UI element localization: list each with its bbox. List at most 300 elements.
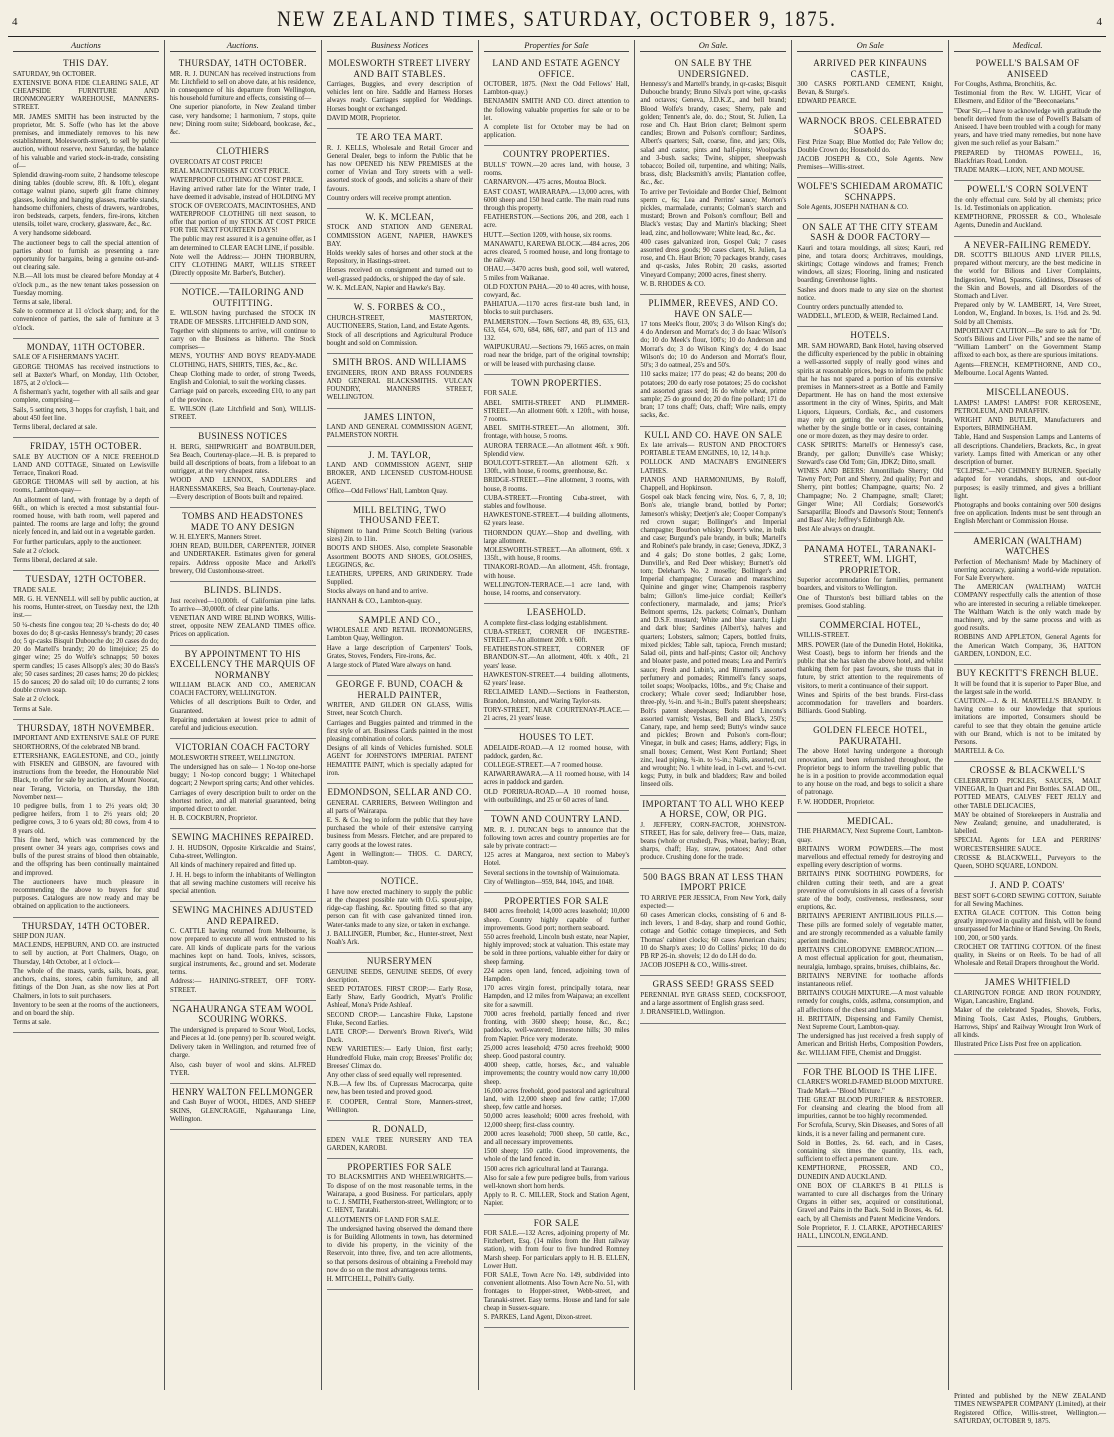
advertisement <box>484 1215 630 1329</box>
advertisement-text: The AMERICAN (WALTHAM) WATCH COMPANY respectfully calls the attention of those who are interested in securing a reliable timekeeper. The Waltham Watch is the only watch made by machinery, and by the same process and with as good results. <box>954 584 1101 633</box>
advertisement-text: I have now erected machinery to supply the public at the cheapest possible rate with O.G. spout-pipe, ridge-cap flashing, &c. Spouting fitted so that any person can fit with case galvanized tinned iron. Water-tanks made to any size, or taken in exchange. <box>326 888 473 929</box>
advertisement-text: Holds weekly sales of horses and other stock at the Repository, in Hastings-street. <box>326 250 473 266</box>
advertisement-text: W. B. RHODES & CO. <box>640 280 706 288</box>
advertisement-title: ON SALE AT THE CITY STEAM SASH & DOOR FACTORY— <box>802 221 938 243</box>
advertisement <box>170 902 316 1001</box>
advertisement-title: PLIMMER, REEVES, AND CO. HAVE ON SALE— <box>648 298 779 319</box>
advertisement-title: NURSERYMEN <box>366 956 433 967</box>
advertisement-text: 1500 acres rich agricultural land at Tauranga. <box>483 1165 609 1173</box>
advertisement-text: GENUINE SEEDS, GENUINE SEEDS, Of every description. <box>326 968 473 984</box>
advertisement-text: W. H. ELYER'S, Manners Street. <box>169 534 262 542</box>
advertisement-text: BOULCOTT-STREET.—An allotment 62ft. x 130ft., with house, 6 rooms, greenhouse, &c. <box>483 459 630 476</box>
newspaper-column <box>479 40 636 1390</box>
advertisement-text: Inventory to be seen at the rooms of the auctioneers, and on board the ship. <box>13 1001 159 1017</box>
advertisement-text: MANAWATU, KAREWA BLOCK.—484 acres, 206 acres cleared, 5 roomed house, and long frontage to the railway. <box>483 240 630 265</box>
advertisement-text: Superior accommodation for families, permanent boarders, and visitors to Wellington. <box>797 577 944 593</box>
advertisement <box>954 384 1101 533</box>
advertisement-text: CLARINGTON FORGE AND IRON FOUNDRY, Wigan, Lancashire, England. <box>954 989 1101 1006</box>
advertisement-text: PALMERSTON.—Town Sections 48, 89, 635, 613, 633, 654, 670, 684, 686, 687, and part of 113 and 132. <box>483 318 630 342</box>
advertisement-text: The public may rest assured it is a genuine offer, as I am determined to CLEAR EACH LINE, if possible. <box>169 236 316 252</box>
advertisement-text: Carriages and Buggies painted and trimmed in the first style of art. Business Cards painted in the most pleasing combination of colors. <box>326 719 473 744</box>
advertisement-text: 60 cases American clocks, consisting of 6 and 8-inch levers, 1 and 8-day, sharp and round Gothic, cottage and Gothic cottage timepieces, and Seth Thomas' cabinet clocks; 60 cases American chairs; 10 do Sharp's axes; 10 do Collins' picks; 10 do do PB RP 26-in. shovels; 12 do do LH do do. <box>640 911 787 960</box>
advertisement <box>797 178 943 218</box>
advertisement-text: TRADE SALE. <box>13 586 57 594</box>
advertisement <box>484 604 630 729</box>
advertisement-text: "Dear Sir,—I have to acknowledge with gratitude the benefit derived from the use of Powell's Balsam of Aniseed. I have been troubled with a cough for many years, and have tried many remedies, but none have given me such relief as your Balsam." <box>954 107 1101 148</box>
advertisement <box>327 409 473 447</box>
advertisement <box>170 582 316 646</box>
advertisement-text: the only effectual cure. Sold by all chemists; price 1s. 1d. Testimonials on application. <box>954 196 1101 212</box>
advertisement-text: All kinds of machinery repaired and fitted up. <box>169 862 297 870</box>
advertisement-text: It will be found that it is superior to Paper Blue, and the largest sale in the world. <box>954 680 1101 696</box>
advertisement <box>484 55 630 146</box>
advertisement <box>797 541 943 617</box>
advertisement-text: FEATHERSTON-STREET, CORNER OF BRANDON-ST.—An allotment, 40ft. x 40ft., 21 years' lease. <box>483 646 630 670</box>
advertisement-text: FOR SALE, Town Acre No. 149, subdivided into convenient allotments. Also Town Acre No. 51, with frontages to Hopper-street, Webb-street, and Taranaki-street. Easy terms. House and land for sale cheap in Sussex-square. <box>483 1272 630 1312</box>
advertisement-title: SMITH BROS. AND WILLIAMS <box>332 357 467 368</box>
advertisement-text: KEMPTHORNE, PROSSER, AND CO., DUNEDIN AND AUCKLAND. <box>797 1165 944 1181</box>
advertisement-text: KEMPTHORNE, PROSSER & CO., Wholesale Agents, Dunedin and Auckland. <box>954 214 1101 230</box>
advertisement-title: POWELL'S CORN SOLVENT <box>966 184 1089 195</box>
advertisement <box>327 612 473 677</box>
advertisement-text: WRIGHT AND BUTLER, Manufacturers and Exporters, BIRMINGHAM. <box>954 417 1101 433</box>
advertisement <box>954 55 1101 181</box>
advertisement-text: HAWKESTONE-STREET.—4 building allotments, 62 years lease. <box>483 512 630 528</box>
advertisement <box>797 1064 943 1247</box>
advertisement-text: Just received—10,000ft. of Californian pine laths. To arrive—30,000ft. of clear pine laths. <box>169 597 316 613</box>
advertisement-text: Vehicles of all descriptions Built to Order, and Guaranteed. <box>169 699 316 715</box>
publisher-imprint: Printed and published by the NEW ZEALAND TIMES NEWSPAPER COMPANY (Limited), at their Registered Office, Willis-street, Wellington.—SATURDAY, OCTOBER 9, 1875. <box>954 1392 1106 1426</box>
advertisement-title: TE ARO TEA MART. <box>356 132 443 143</box>
advertisement-text: Terms at sale, liberal. <box>13 298 73 306</box>
advertisement-text: FOR SALE.—132 Acres, adjoining property of Mr. Fitzherbert, Esq. (14 miles from the Hutt railway station), with from four to five hundred Romney Marsh sheep. For particulars apply to H. B. ELLEN, Lower Hutt. <box>483 1230 630 1270</box>
advertisement-text: Agent in Wellington:— THOS. C. DARCY, Lambton-quay. <box>326 850 473 866</box>
advertisement-text: JACOB JOSEPH & CO., Willis-street. <box>640 962 748 970</box>
advertisement-text: F. COOPER, Central Store, Manners-street, Wellington. <box>326 1098 473 1114</box>
advertisement-text: LEATHERS, UPPERS, AND GRINDERY. Trade Supplied. <box>326 570 473 587</box>
advertisement-text: MR. JAMES SMITH has been instructed by the proprietor, Mr. S. Soffe (who has let the above premises, and immediately removes to his new establishment, Molesworth-street), to sell by public auction, without reserve, next Saturday, the balance of his valuable and varied stock-in-trade, consisting of— <box>13 113 159 170</box>
advertisement-text: WATERPROOF CLOTHING AT COST PRICE. <box>169 177 304 185</box>
advertisement-title: FRIDAY, 15TH OCTOBER. <box>30 441 142 452</box>
column-heading: Properties for Sale <box>484 40 630 52</box>
advertisement-text: 7000 acres freehold, partially fenced and river fronting, with 3600 sheep; house, &c., &c.; paddocks, well-watered; limestone hills; 30 miles from Napier. Price very moderate. <box>483 1010 630 1043</box>
advertisement-text: N.B.—A few lbs. of Cupressus Macrocarpa, quite new, has been tested and proved good. <box>326 1081 473 1097</box>
advertisement <box>327 873 473 953</box>
advertisement-text: EXTENSIVE BONA FIDE CLEARING SALE, AT CHEAPSIDE FURNITURE AND IRONMONGERY WAREHOUSE, MANNERS-STREET. <box>13 79 159 112</box>
advertisement-title: TOWN PROPERTIES. <box>511 377 602 388</box>
advertisement-text: Stock of all descriptions and Agricultural Produce bought and sold on Commission. <box>326 331 473 348</box>
advertisement-title: CROSSE & BLACKWELL'S <box>969 765 1086 776</box>
advertisement <box>954 533 1101 665</box>
advertisement-title: SEWING MACHINES ADJUSTED AND REPAIRED. <box>172 905 314 926</box>
advertisement-text: One of Thurston's best billiard tables on the premises. Good stabling. <box>797 594 944 610</box>
advertisement-text: IMPORTANT CAUTION.—Be sure to ask for "Dr. Scott's Bilious and Liver Pills," and see the name of "William Lambert" on the Government Stamp affixed to each box, as there are spurious imitations. <box>954 327 1101 360</box>
advertisement-text: HANNAH & CO., Lambton-quay. <box>326 597 422 605</box>
advertisement-text: Office—Odd Fellows' Hall, Lambton Quay. <box>326 487 448 495</box>
advertisement-text: EDWARD PEARCE. <box>797 98 857 106</box>
advertisement-text: STOCK AND STATION AND GENERAL COMMISSION AGENT, NAPIER, HAWKE'S BAY. <box>326 224 473 248</box>
advertisement <box>327 299 473 354</box>
advertisement-text: An allotment of land, with frontage by a depth of 66ft., on which is erected a most substantial four-roomed house, with bath room, well papered and painted. The rooms are large and lofty; the ground nicely fenced in, and laid out in a vegetable garden. <box>13 496 159 537</box>
advertisement-text: SEED POTATOES. FIRST CROP:— Early Rose, Early Shaw, Early Goodrich, Myatt's Prolific Ashleaf, Mona's Pride Ashleaf. <box>326 986 473 1010</box>
advertisement-text: POLLOCK AND MACNAB'S ENGINEER'S LATHES. <box>640 459 787 475</box>
advertisement-text: NEW VARIETIES:— Early Union, first early; Hundredfold Fluke, main crop; Breeses' Prolific do; Breeses' Climax do. <box>326 1046 473 1070</box>
advertisement <box>797 55 943 113</box>
advertisement-title: HOUSES TO LET. <box>519 732 594 743</box>
advertisement <box>327 953 473 1121</box>
advertisement-title: PROPERTIES FOR SALE <box>347 1161 452 1172</box>
newspaper-column <box>322 40 479 1390</box>
advertisement <box>484 729 630 811</box>
advertisement-text: CARNARVON.—475 acres, Moutoa Block. <box>483 179 607 187</box>
advertisement-text: TORY-STREET, NEAR COURTENAY-PLACE.—21 acres, 21 years' lease. <box>483 706 630 722</box>
advertisement-text: Repairing undertaken at lowest price to admit of careful and judicious execution. <box>169 716 316 733</box>
advertisement-text: ADELAIDE-ROAD.—A 12 roomed house, with paddock, garden, &c. <box>483 744 630 760</box>
advertisement-title: W. S. FORBES & CO., <box>353 302 446 313</box>
advertisement-text: The undersigned has on sale— 1 No-top one-horse buggy; 1 No-top concord buggy; 1 Whitechapel dogcart; 2 Newport spring carts; And other vehicles. <box>169 763 316 788</box>
advertisement-title: WOLFE'S SCHIEDAM AROMATIC SCHNAPPS. <box>797 181 944 202</box>
advertisement-title: HOTELS. <box>850 330 890 341</box>
advertisement-text: TO ARRIVE PER JESSICA, From New York, daily expected:— <box>640 894 787 910</box>
newspaper-masthead-title: NEW ZEALAND TIMES, SATURDAY, OCTOBER 9, 1875. <box>277 7 837 32</box>
advertisement <box>170 508 316 582</box>
advertisement-text: The auctioneer begs to call the special attention of parties about to furnish as presenting a rare opportunity for bargains, being a genuine out-and-out clearing sale. <box>13 239 159 272</box>
advertisement-text: 300 CASKS PORTLAND CEMENT, Knight, Bevan, & Sturge's. <box>797 81 944 97</box>
advertisement <box>13 55 159 339</box>
advertisement-text: BOOTS AND SHOES. Also, complete Seasonable Assortment BOOTS AND SHOES, GOLOSHES, LEGGINGS, &c. <box>326 545 473 569</box>
advertisement-text: The undersigned has just received a fresh supply of American and British Herbs, Composition Powders, &c. WILLIAM FIFE, Chemist and Druggist. <box>797 1033 944 1057</box>
advertisement-text: Country orders punctually attended to. <box>797 304 904 312</box>
advertisement-text: Wines and Spirits of the best brands. First-class accommodation for travellers and boarders. Billiards. Good Stabling. <box>797 691 944 716</box>
advertisement-text: SALE OF A FISHERMAN'S YACHT. <box>13 354 119 362</box>
advertisement-text: Any other class of seed equally well represented. <box>326 1072 462 1080</box>
advertisement-text: GEORGE THOMAS has received instructions to sell at Baxter's Wharf, on Monday, 11th October, 1875, at 2 o'clock— <box>13 363 159 387</box>
advertisement <box>170 829 316 902</box>
advertisement-text: DR. SCOTT'S BILIOUS AND LIVER PILLS, prepared without mercury, are the best medicine in the world for Bilious and Liver Complaints, Indigestion, Wind, Spasms, Giddiness, Diseases of the Skin and Bowels, and all Disorders of the Stomach and Liver. <box>954 252 1101 301</box>
advertisement-text: Sails, 5 setting nets, 3 hopps for crayfish, 1 bait, and about 450 feet line. <box>13 406 159 422</box>
advertisement <box>954 665 1101 762</box>
advertisement-text: BULLS' TOWN.—20 acres land, with house, 3 rooms. <box>483 161 630 178</box>
advertisement <box>640 295 786 426</box>
masthead <box>0 6 1114 34</box>
advertisement-text: BRITAIN'S WORM POWDERS.—The most marvellous and effectual remedy for destroying and expelling every description of worms. <box>797 845 944 870</box>
advertisement-text: H. BERG, SHIPWRIGHT and BOATBUILDER, Sea Beach, Courtenay-place.—H. B. is prepared to build all descriptions of boats, from a lifeboat to an outrigger, at the very cheapest rates. <box>169 443 316 476</box>
advertisement-text: First Prize Soap; Blue Mottled do; Pale Yellow do; Double Crown do; Household do. <box>797 138 944 154</box>
advertisement-text: LAND AND GENERAL COMMISSION AGENT, PALMERSTON NORTH. <box>326 424 473 440</box>
advertisement-text: The above Hotel having undergone a thorough renovation, and been refurnished throughout, the Proprietor begs to inform the travelling public that he is in a position to provide accommodation equal to any house on the road, and begs to solicit a share of patronage. <box>797 748 944 797</box>
advertisement-title: MISCELLANEOUS. <box>986 387 1069 398</box>
advertisement-text: CUBA-STREET.—Fronting Cuba-street, with stables and fowlhouse. <box>483 494 630 510</box>
advertisement-text: Also, cash buyer of wool and skins. ALFRED TYER. <box>169 1061 316 1077</box>
advertisement <box>640 55 786 295</box>
advertisement-text: OHAU.—3470 acres bush, good soil, well watered, 5 miles from Waikanae. <box>483 266 630 282</box>
advertisement-text: MARTELL & Co. <box>954 748 1005 756</box>
advertisement-text: AURORA TERRACE.—An allotment 46ft. x 90ft. Splendid view. <box>483 442 630 458</box>
advertisement-text: WADDELL, M'LEOD, & WEIR, Reclaimed Land. <box>797 313 939 321</box>
advertisement-title: GEORGE F. BUND, COACH & HERALD PAINTER, <box>335 679 464 700</box>
page-folio-right: 4 <box>1096 16 1102 28</box>
advertisement-title: NGAHAURANGA STEAM WOOL SCOURING WORKS. <box>172 1003 314 1025</box>
advertisement-title: IMPORTANT TO ALL WHO KEEP A HORSE, COW, OR PIG. <box>642 798 785 820</box>
advertisement-text: TRADE MARK—LION, NET, AND MOUSE. <box>954 167 1085 175</box>
masthead-rule <box>8 36 1106 37</box>
advertisement-text: To arrive per Tevioidale and Border Chief, Belmont sperm c, 6s; Lea and Perrins' sauce; Morton's pickles, marmalade, currants; Colman's starch and mustard; Brown and Polson's cornflour; Bell and Black's vestas; Day and Martin's blacking; Sheet lead, zinc, and hollowware; White lead, &c., &c. <box>640 188 787 237</box>
advertisement-text: PERENNIAL RYE GRASS SEED, COCKSFOOT, and a large assortment of English grass seed. <box>640 991 787 1008</box>
advertisement-text: WHOLESALE AND RETAIL IRONMONGERS, Lambton Quay, Wellington. <box>326 627 473 643</box>
advertisement-text: Sashes and doors made to any size on the shortest notice. <box>797 286 944 302</box>
advertisement-text: MR. R. J. DUNCAN begs to announce that the following town acres and country properties are for sale by private contract:— <box>483 826 630 850</box>
advertisement-text: MAY be obtained of Storekeepers in Australia and New Zealand; genuine, and unadulterated, is labelled. <box>954 811 1101 836</box>
advertisement-text: E. WILSON having purchased the STOCK IN TRADE OF MESSRS. LITCHFIELD AND SON, <box>169 310 316 326</box>
advertisement-text: DAVID MOIR, Proprietor. <box>326 114 401 122</box>
advertisement-text: N.B.—All lots must be cleared before Monday at 4 o'clock p.m., as the new tenant takes possession on Tuesday morning. <box>13 273 159 297</box>
advertisement-title: CLOTHIERS <box>216 146 270 157</box>
advertisement-text: BRITAIN'S NERVINE for toothache affords instantaneous relief. <box>797 972 944 989</box>
advertisement-title: SEWING MACHINES REPAIRED. <box>171 832 314 843</box>
advertisement-text: Terms liberal, declared at sale. <box>13 423 98 431</box>
advertisement-text: J. DRANSFIELD, Wellington. <box>640 1009 725 1017</box>
advertisement-text: 25,000 acres leasehold; 4750 acres freehold; 9000 sheep. Good pastoral country. <box>483 1044 630 1060</box>
advertisement-text: 4000 sheep, cattle, horses, &c., and valuable improvements; the country would now carry 10,000 sheep. <box>483 1062 630 1086</box>
column-heading: On Sale <box>797 40 943 52</box>
advertisement-title: BY APPOINTMENT TO HIS EXCELLENCY THE MARQUIS OF NORMANBY <box>169 648 316 680</box>
advertisement-text: For Coughs, Asthma, Bronchitis, &c. <box>954 81 1057 88</box>
advertisement <box>13 438 159 571</box>
advertisement-text: 400 cases galvanized iron, Gospel Oak; 7 cases assorted dress goods; 90 cases claret, St. Julien, La rose, and Ch. Haut Brion; 70 packages brandy, cases and qr-casks, Jules Robin; 20 casks, assorted Vineyard Company; 2000 acres, finest sherry. <box>640 238 787 279</box>
advertisement <box>170 428 316 508</box>
advertisement-text: For Scrofula, Scurvy, Skin Diseases, and Sores of all kinds, it is a never failing and permanent cure. <box>797 1122 944 1138</box>
advertisement-text: OLD PORIRUA-ROAD.—A 10 roomed house, with outbuildings, and 25 or 60 acres of land. <box>483 788 630 804</box>
advertisement-title: THURSDAY, 18TH NOVEMBER. <box>17 722 155 733</box>
advertisement-text: MR. G. H. VENNELL will sell by public auction, at his rooms, Hunter-street, on Tuesday next, the 12th inst.— <box>13 595 159 620</box>
advertisement <box>797 113 943 179</box>
advertisement-text: Sole Agents, JOSEPH NATHAN & CO. <box>797 204 909 212</box>
advertisement-text: Together with shipments to arrive, will continue to carry on the Business as hitherto. The Stock comprises— <box>169 327 316 352</box>
advertisement-text: WAIPUKURAU.—Sections 79, 1665 acres, on main road near the bridge, part of the original township; or will be leased with purchasing clause. <box>483 344 630 368</box>
advertisement-text: BENJAMIN SMITH AND CO. direct attention to the following valuable properties for sale or to be let. <box>483 98 630 122</box>
advertisement-text: CROSSE & BLACKWELL, Purveyors to the Queen, SOHO SQUARE, LONDON. <box>954 854 1101 870</box>
advertisement <box>640 976 786 1023</box>
advertisement-text: A fisherman's yacht, together with all sails and gear complete, comprising— <box>13 389 159 405</box>
advertisement <box>13 339 159 438</box>
advertisement-text: Ex late arrivals— RUSTON AND PROCTOR'S PORTABLE TEAM ENGINES, 10, 12, 14 h.p. <box>640 442 787 458</box>
advertisement-text: H. BRITTAIN, Dispensing and Family Chemist, Next Supreme Court, Lambton-quay. <box>797 1015 944 1032</box>
advertisement-text: BRIDGE-STREET.—Fine allotment, 3 rooms, with house, 8 rooms. <box>483 477 630 493</box>
advertisement-text: CROCHET OR TATTING COTTON. Of the finest quality, in Skeins or on Reels. To be had of all Wholesale and Retail Drapers throughout the World. <box>954 943 1101 968</box>
advertisement-text: F. W. HODDER, Proprietor. <box>797 798 875 806</box>
advertisement-title: GRASS SEED! GRASS SEED <box>652 979 775 990</box>
advertisement-title: JAMES WHITFIELD <box>984 977 1071 988</box>
newspaper-column <box>8 40 165 1390</box>
advertisement <box>13 720 159 918</box>
advertisement-title: 500 BAGS BRAN AT LESS THAN IMPORT PRICE <box>643 871 784 893</box>
advertisement-title: ON SALE BY THE UNDERSIGNED. <box>674 58 753 79</box>
advertisement-text: 224 acres open land, fenced, adjoining town of Hampden. <box>483 967 630 984</box>
advertisement-text: LATE CROP:— Derwent's Brown River's, Wild Duck. <box>326 1029 473 1045</box>
advertisement-text: Testimonial from the Rev. W. LIGHT, Vicar of Ellesmere, and Editor of the "Beeconaeians." <box>954 90 1101 106</box>
advertisement-text: S. PARKES, Land Agent, Dixon-street. <box>483 1314 593 1322</box>
advertisement-text: ROBBINS AND APPLETON, General Agents for the American Watch Company, 36, HATTON GARDEN, LONDON, E.C. <box>954 634 1101 658</box>
advertisement-text: The auctioneers have much pleasure in recommending the above to buyers for stud purposes. Catalogues are now ready and may be obtained on application to the auctioneers. <box>13 878 159 911</box>
advertisement-title: WARNOCK BROS. CELEBRATED SOAPS. <box>798 115 942 137</box>
advertisement <box>327 447 473 502</box>
advertisement-text: Designs of all kinds of Vehicles furnished. SOLE AGENT for JOHNSTON'S IMPERIAL PATENT HEMATITE PAINT, which is specially adapted for iron. <box>326 745 473 777</box>
advertisement-text: WILLIAM BLACK AND CO., AMERICAN COACH FACTORY, WELLINGTON. <box>169 682 316 698</box>
advertisement-text: "ECLIPSE."—NO CHIMNEY BURNER. Specially adapted for verandahs, shops, and out-door purposes; is easily trimmed, and gives a brilliant light. <box>954 468 1101 500</box>
advertisement-text: THE GREAT BLOOD PURIFIER & RESTORER. For cleansing and clearing the blood from all impurities, cannot be too highly recommended. <box>797 1096 944 1121</box>
newspaper-columns <box>8 40 1106 1390</box>
advertisement-text: A large stock of Plated Ware always on hand. <box>326 662 452 670</box>
advertisement-text: Sole Proprietor, F. J. CLARKE, APOTHECARIES' HALL, LINCOLN, ENGLAND. <box>797 1224 944 1241</box>
advertisement-text: MOLESWORTH-STREET.—An allotment, 69ft. x 135ft., with house, 8 rooms. <box>483 546 630 563</box>
advertisement-text: MOLESWORTH STREET, WELLINGTON. <box>169 754 295 762</box>
advertisement-text: 2000 acres leasehold; 7000 sheep, 50 cattle, &c., and all necessary improvements. <box>483 1130 630 1146</box>
advertisement-text: A very handsome sideboard. <box>13 230 92 238</box>
advertisement-text: Maker of the celebrated Spades, Shovels, Forks, Mining Tools, Cast Axles, Ploughs, Grubbers, Harrows, Ships' and Railway Wrought Iron Work of all kinds. <box>954 1007 1101 1039</box>
advertisement-text: and Cash Buyer of WOOL, HIDES, AND SHEEP SKINS, GLENCRAGIE, Ngahauranga Line, Wellington. <box>169 1099 316 1123</box>
advertisement-text: Stocks always on hand and to arrive. <box>326 588 428 596</box>
advertisement-text: E. WILSON (Late Litchfield and Son), WILLIS-STREET. <box>169 405 316 421</box>
advertisement-text: REAL MACINTOSHES AT COST PRICE. <box>169 167 291 175</box>
advertisement-text: Address:— HAINING-STREET, OFF TORY-STREET. <box>169 978 316 994</box>
advertisement-text: EDEN VALE TREE NURSERY AND TEA GARDEN, KAROBI. <box>326 1136 473 1152</box>
advertisement-text: MR. SAM HOWARD, Bank Hotel, having observed the difficulty experienced by the public in obtaining a well-assorted supply of really good wines and spirits at reasonable prices, begs to inform the public that he has not spared a portion of his extensive premises in Manners-street as a Bottle and Family Department. He has on hand the most extensive assortment in the city of Wines, Spirits, and Malt Liquors, Liqueurs, Cordials, &c., and customers may rely on getting the very choicest brands, whether by the single bottle or in cases, containing one or more dozen, as they may desire to order. <box>797 342 944 441</box>
advertisement-title: LEASEHOLD. <box>526 607 587 618</box>
advertisement-text: SPECIAL Agents for LEA and PERRINS' WORCESTERSHIRE SAUCE. <box>954 837 1101 853</box>
newspaper-column <box>635 40 792 1390</box>
advertisement-text: VENETIAN AND WIRE BLIND WORKS, Willis-street, opposite NEW ZEALAND TIMES office. Prices on application. <box>169 614 316 639</box>
advertisement-text: 125 acres at Mangaroa, next section to Mabey's Hotel. <box>483 852 630 868</box>
advertisement-title: PANAMA HOTEL, TARANAKI-STREET, WM. LIGHT, PROPRIETOR. <box>804 543 937 575</box>
advertisement-title: NOTICE. <box>380 876 419 887</box>
advertisement-text: ONE BOX OF CLARKE'S B 41 PILLS is warranted to cure all discharges from the Urinary Organs in either sex, acquired or constitutional, Gravel and Pains in the Back. Sold in Boxes, 4s. 6d. each, by all Chemists and Patent Medicine Vendors. <box>797 1182 944 1223</box>
advertisement-text: Apply to R. C. MILLER, Stock and Station Agent, Napier. <box>483 1192 630 1208</box>
column-heading: Medical. <box>954 40 1101 52</box>
advertisement-text: C. CATTLE having returned from Melbourne, is now prepared to execute all work entrusted to his care. All kinds of duplicate parts for the various machines kept on hand. Tools, knives, scissors, surgical instruments, &c., ground and set. Moderate terms. <box>169 928 316 977</box>
advertisement <box>327 676 473 784</box>
advertisement-text: Cheap Clothing made to order, of strong Tweeds, English and Colonial, to suit the working classes. <box>169 370 316 387</box>
advertisement <box>797 219 943 328</box>
advertisement-text: ETTERSHANK, EAGLESTONE, and CO., jointly with FISKEN and GIBSON, are favoured with instructions from the breeder, the Honourable Niel Black, to offer for sale by auction, at Mount Noorat, near Terang, Victoria, on Thursday, the 18th November next— <box>13 752 159 801</box>
advertisement <box>327 502 473 612</box>
advertisement <box>170 55 316 143</box>
advertisement <box>640 427 786 796</box>
advertisement-text: The undersigned is prepared to Scour Wool, Locks, and Pieces at 1d. (one penny) per lb. scoured weight. <box>169 1026 316 1042</box>
advertisement-title: MONDAY, 11TH OCTOBER. <box>26 341 146 352</box>
advertisement-title: J. M. TAYLOR, <box>368 449 431 460</box>
advertisement-text: This fine herd, which was commenced by the present owner 34 years ago, comprises cows and bulls of the purest strains of blood then obtainable, and the offspring has been continually maintained and improved. <box>13 836 159 877</box>
advertisement-text: LAND AND COMMISSION AGENT, SHIP BROKER, AND LICENSED CUSTOM-HOUSE AGENT. <box>326 462 473 486</box>
advertisement-text: Sale at 2 o'clock. <box>13 547 60 555</box>
advertisement-text: CHURCH-STREET, MASTERTON, AUCTIONEERS, Station, Land, and Estate Agents. <box>326 314 473 330</box>
advertisement-text: Best Ale always on draught. <box>797 526 875 534</box>
advertisement-title: COMMERCIAL HOTEL, <box>819 619 921 630</box>
advertisement-text: The whole of the masts, yards, sails, boats, gear, anchors, chains, stores, cabin furniture, and all fittings of the Don Juan, as she now lies at Port Chalmers, in lots to suit purchasers. <box>13 967 159 1000</box>
advertisement-text: 550 acres freehold, Lincoln bush estate, near Napier, highly improved; stock at valuation. This estate may be sold in three portions, valuable either for dairy or sheep farming. <box>483 934 630 966</box>
advertisement-title: VICTORIAN COACH FACTORY <box>175 742 311 753</box>
advertisement-text: Sold in Bottles, 2s. 6d. each, and in Cases, containing six times the quantity, 11s. each, sufficient to effect a permanent cure. <box>797 1139 944 1164</box>
advertisement <box>327 55 473 129</box>
advertisement-title: BLINDS. BLINDS. <box>203 585 282 596</box>
advertisement-text: CUBA-STREET, CORNER OF INGESTRE-STREET.—An allotment 20ft. x 60ft. <box>483 628 630 645</box>
advertisement-title: AMERICAN (WALTHAM) WATCHES <box>973 535 1082 557</box>
advertisement-title: TOWN AND COUNTRY LAND. <box>490 814 623 825</box>
advertisement-text: TINAKORI-ROAD.—An allotment, 45ft. frontage, with house. <box>483 564 630 580</box>
advertisement-text: BRITAIN'S CHLORODYNE EMBROCATION.—A most effectual application for gout, rheumatism, neuralgia, lumbago, sprains, bruises, chilblains, &c. <box>797 947 944 971</box>
advertisement-text: IMPORTANT AND EXTENSIVE SALE OF PURE SHORTHORNS, Of the celebrated NB brand. <box>13 735 159 751</box>
advertisement-title: FOR THE BLOOD IS THE LIFE. <box>803 1066 938 1077</box>
advertisement-text: MEN'S, YOUTHS' AND BOYS' READY-MADE CLOTHING, HATS, SHIRTS, TIES, &c., &c. <box>169 353 316 369</box>
advertisement-text: J. BALLINGER, Plumber, &c., Hunter-street, Next Noah's Ark. <box>326 930 473 946</box>
advertisement-text: SATURDAY, 9th OCTOBER. <box>13 70 96 78</box>
advertisement-text: WRITER, AND GILDER ON GLASS, Willis Street, near Scotch Church. <box>326 702 473 718</box>
advertisement-text: GEORGE THOMAS will sell by auction, at his rooms, Lambton-quay— <box>13 479 159 495</box>
advertisement-title: PROPERTIES FOR SALE <box>504 895 609 906</box>
advertisement-text: CASK SPIRITS: Martell's or Hennessy's case, Brandy, per gallon; Dunville's case Whisky; Steward's case Old Tom; Gin, JDKZ; Ditto, small. <box>797 442 944 466</box>
advertisement-title: POWELL'S BALSAM OF ANISEED <box>975 58 1080 79</box>
advertisement-text: H. MITCHELL, Polhill's Gully. <box>326 1275 415 1283</box>
advertisement-title: BUY KECKITT'S FRENCH BLUE. <box>956 668 1099 679</box>
advertisement-text: Country orders will receive prompt attention. <box>326 194 452 202</box>
advertisement <box>484 146 630 374</box>
advertisement-text: JACOB JOSEPH & CO., Sole Agents. New Premises—Willis-street. <box>797 156 944 172</box>
newspaper-column <box>165 40 322 1390</box>
column-heading: Business Notices <box>327 40 473 52</box>
advertisement-title: NOTICE.—TAILORING AND OUTFITTING. <box>181 287 304 308</box>
advertisement-text: MACLENDS, HEPBURN, AND CO. are instructed to sell by auction, at Port Chalmers, Otago, on Thursday, 14th October, at 1 o'clock— <box>13 942 159 966</box>
advertisement-title: ARRIVED PER KINFAUNS CASTLE, <box>813 58 928 79</box>
advertisement-text: Table, Hand and Suspension Lamps and Lanterns of all descriptions. Chandeliers, Brackets, &c., in great variety. Lamps fitted with American or any other description of burner. <box>954 434 1101 467</box>
advertisement-title: MILL BELTING, TWO THOUSAND FEET. <box>353 504 447 526</box>
advertisement-title: THURSDAY, 14TH OCTOBER. <box>178 58 307 68</box>
advertisement-text: 50,000 acres leasehold; 6000 acres freehold, with 12,000 sheep; first-class country. <box>483 1113 630 1129</box>
advertisement-title: TUESDAY, 12TH OCTOBER. <box>25 574 147 585</box>
advertisement <box>327 784 473 873</box>
page-folio-left: 4 <box>12 16 18 28</box>
advertisement-title: FOR SALE <box>533 1217 580 1228</box>
advertisement <box>954 181 1101 236</box>
advertisement-text: BEST SOFT 6-CORD SEWING COTTON, Suitable for all Sewing Machines. <box>954 892 1101 908</box>
advertisement-title: TOMBS AND HEADSTONES MADE TO ANY DESIGN <box>182 511 304 532</box>
advertisement-text: HUTT.—Section 1209, with house, six rooms. <box>483 231 612 239</box>
advertisement-title: R. DONALD, <box>372 1124 427 1135</box>
advertisement <box>327 1159 473 1290</box>
advertisement-text: EAST COAST, WAIRARAPA.—13,000 acres, with 6000 sheep and 150 head cattle. The main road runs through this property. <box>483 188 630 212</box>
advertisement <box>170 1084 316 1130</box>
advertisement <box>170 646 316 740</box>
advertisement-text: Horses received on consignment and turned out to well-grassed paddocks, or shipped the day of sale. <box>326 267 473 283</box>
advertisement-text: 50 ¼-chests fine congou tea; 20 ¼-chests do do; 40 boxes do do; 8 qr-casks Hennessy's brandy; 20 cases do; 5 qr-casks Bisquit Dubouche do; 20 cases do do; 20 do Martell's brandy; 20 do limejuice; 25 do ginger wine; 25 do Wolfe's schnapps; 50 boxes sperm candles; 15 cases Allsopp's ales; 30 do Bass's ale; 50 cases sardines; 20 cases hams; 20 do pickles; 15 do sauces; 20 do salad oil; 10 do currants; 2 tons double crown soap. <box>13 621 159 695</box>
advertisement <box>954 237 1101 385</box>
advertisement-title: MEDICAL. <box>846 815 894 826</box>
advertisement-text: TO BLACKSMITHS AND WHEELWRIGHTS.—To dispose of on the most reasonable terms, in the Wairarapa, a good Business. For particulars, apply to C. J. SMITH, Featherston-street, Wellington; or to C. HENT, Taratahi. <box>326 1174 473 1215</box>
advertisement-text: Also for sale a few pure pedigree bulls, from various well-known short horn herds. <box>483 1174 630 1190</box>
advertisement <box>170 1001 316 1084</box>
advertisement-text: WINES AND BEERS: Amontillado Sherry; Old Tawny Port; Port and Sherry, 2nd quality; Port and Sherry, pint bottles; Champagne, quarts; No. 2 Champagne; No. 2 Champagne, small; Claret; Ginger Wine; All Cordials; Gorsework's Sarsaparilla; Blood's and Dawson's Stout; Tennent's and Bass' Ale; Jeffrey's Edinburgh Ale. <box>797 468 944 525</box>
advertisement <box>170 739 316 829</box>
advertisement <box>170 284 316 428</box>
column-heading: On Sale. <box>640 40 786 52</box>
advertisement-text: The undersigned having observed the demand there is for Building Allotments in town, has determined to divide his property, in the vicinity of the Reservoir, into three, five, and ten acre allotments, so that persons desirous of obtaining a Freehold may now do so on the most advantageous terms. <box>326 1225 473 1274</box>
advertisement-title: A NEVER-FAILING REMEDY. <box>964 239 1092 250</box>
advertisement-text: Gospel oak black fencing wire, Nos. 6, 7, 8, 10; Bon's ale, triangle brand, bottled by Porter; Jameson's whisky; Deetjen's ale; Cooper Company's red crown sugar; Bollinger's and Imperial champagne; Bourbon whisky; Doerr's wine, in bulk and case; Burgund's pale brandy, in bulk; Martell's and Robinet's pale brandy, in case; Geneva, JDKZ, 3 and 4 gals; Do stone bottles, 2 gals; Lorne, Dunville's, and Red Deer whiskey; Burnett's old tom; Delehart's No. 2 moselle; Bollinger's and Imperial champagne; Curacao and maraschino; Quinine and ginger wine; Champenois raspberry balm; Gillon's lime-juice cordial; Keiller's confectionery, marmalade, and jams; Price's Belmont sperms, 12s. packets; Colman's, Dunham and D.S.F. mustard; White and blue starch; Light and dark blue; Sardines (Albert's), halves and quarters; Lobsters, salmon; Capers, bottled fruits, mixed pickles; Table salt, tapioca, French mustard; Salad oil, pints and half-pints; Castor oil; Anchovy and bloater paste, and potted meats; Lea and Perrin's sauce; Fresh and Lubin's, and Rimmell's assorted perfumery and pomades; Rimmell's fancy soaps, toilet soaps; Woolpacks, 10lbs., and 9's; Chaise and crockery; Whale cover seed; Indiarubber hose, three-ply, ½-in. and ¾-in.; Bull's patent sheepshears; Bolt's patent sheepshears; Bolts and Lincons's assorted varnish; Vestas, Bell and Black's, 250's; Canary, rape, and hemp seed; Butty's windw sauce and pickles; Brown and Polson's corn-flour; Vinegar, in bulk and cases; Hams, addlery; Figs, in small boxes; Cement, West Kent Portland; Sheet zinc, lead piping, ¾-in. to ½-in.; Nails, assorted, cut and wrought; No. 1 white lead, in 1-cwt. and ½-cwt. kegs; Putty, in bulk and bladders; Raw and boiled linseed oils. <box>640 494 787 789</box>
advertisement-text: Photographs and books containing over 500 designs free on application. Indents must be sent through an English Merchant or Commission House. <box>954 502 1101 526</box>
advertisement-title: JAMES LINTON, <box>363 411 436 422</box>
advertisement-text: LAMPS! LAMPS! LAMPS! FOR KEROSENE, PETROLEUM, AND PARAFFIN. <box>954 399 1101 415</box>
advertisement-text: A complete first-class lodging establishment. <box>483 619 608 627</box>
advertisement-text: Perfection of Mechanism! Made by Machinery of unerring accuracy, gaining a world-wide reputation. For Sale Everywhere. <box>954 558 1101 583</box>
advertisement-title: THIS DAY. <box>63 58 109 68</box>
